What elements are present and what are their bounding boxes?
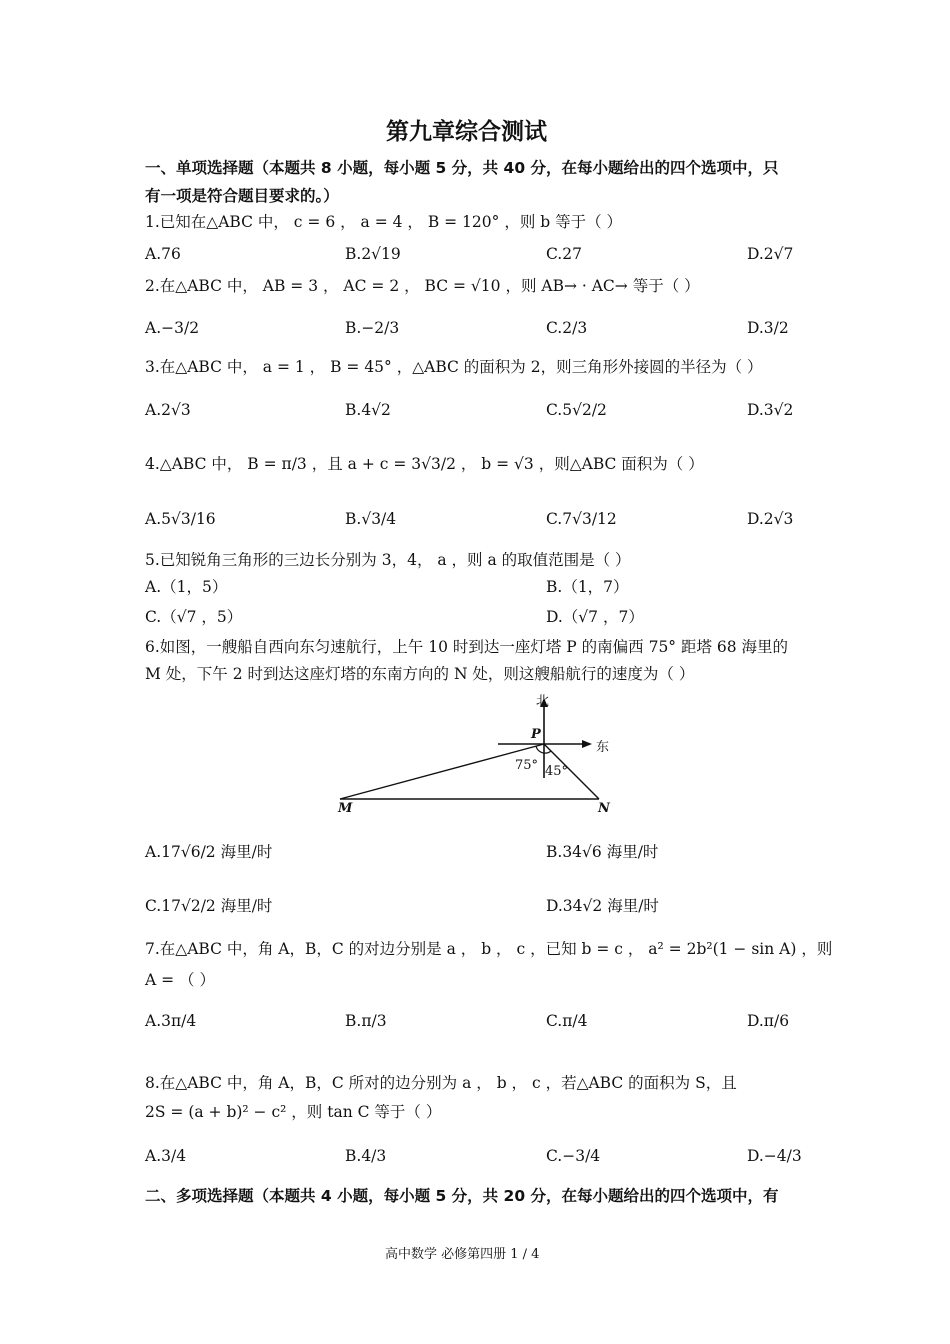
question-2-option-b: B.−2/3	[345, 319, 400, 337]
question-4-option-c: C.7√3/12	[546, 510, 617, 528]
question-7-stem-line-2: A = （ ）	[145, 971, 215, 989]
question-1-option-b: B.2√19	[345, 245, 401, 263]
question-4-option-a: A.5√3/16	[145, 510, 216, 528]
figure-label-m: M	[338, 801, 353, 816]
question-7-option-c: C.π/4	[546, 1012, 588, 1030]
question-6-option-d: D.34√2 海里/时	[546, 897, 659, 915]
question-3-option-d: D.3√2	[747, 401, 794, 419]
question-7-option-d: D.π/6	[747, 1012, 790, 1030]
question-6-option-b: B.34√6 海里/时	[546, 843, 659, 861]
question-6-option-a: A.17√6/2 海里/时	[145, 843, 273, 861]
question-2-option-d: D.3/2	[747, 319, 789, 337]
angle-arc-75	[536, 746, 544, 753]
figure-label-east: 东	[596, 740, 610, 755]
section-2-header-line-1: 二、多项选择题（本题共 4 小题，每小题 5 分，共 20 分，在每小题给出的四个选项中，有	[145, 1187, 779, 1205]
page-footer: 高中数学 必修第四册 1 / 4	[385, 1247, 540, 1262]
figure-label-angle-75: 75°	[515, 758, 539, 773]
question-1-stem: 1.已知在△ABC 中， c = 6 ， a = 4 ， B = 120° ，则 b 等于（ ）	[145, 213, 623, 231]
question-1-option-a: A.76	[145, 245, 181, 263]
question-7-option-b: B.π/3	[345, 1012, 387, 1030]
question-3-option-c: C.5√2/2	[546, 401, 607, 419]
question-6-stem-line-1: 6.如图，一艘船自西向东匀速航行，上午 10 时到达一座灯塔 P 的南偏西 75° 距塔 68 海里的	[145, 638, 789, 656]
figure-label-p: P	[531, 727, 541, 742]
question-5-option-a: A.（1，5）	[145, 578, 228, 596]
question-3-stem: 3.在△ABC 中， a = 1 ， B = 45° ，△ABC 的面积为 2，则三角形外接圆的半径为（ ）	[145, 358, 763, 376]
question-8-stem-line-2: 2S = (a + b)² − c² ，则 tan C 等于（ ）	[145, 1103, 442, 1121]
question-2-option-c: C.2/3	[546, 319, 588, 337]
question-3-option-b: B.4√2	[345, 401, 391, 419]
question-1-option-d: D.2√7	[747, 245, 794, 263]
section-1-header-line-2: 有一项是符合题目要求的。）	[145, 187, 339, 205]
question-5-option-b: B.（1，7）	[546, 578, 629, 596]
page-title: 第九章综合测试	[386, 119, 547, 145]
question-8-option-c: C.−3/4	[546, 1147, 601, 1165]
question-5-stem: 5.已知锐角三角形的三边长分别为 3，4， a ，则 a 的取值范围是（ ）	[145, 551, 631, 569]
question-5-option-c: C.（√7 ，5）	[145, 608, 243, 626]
section-1-header-line-1: 一、单项选择题（本题共 8 小题，每小题 5 分，共 40 分，在每小题给出的四个选项中，只	[145, 159, 779, 177]
question-2-option-a: A.−3/2	[145, 319, 200, 337]
question-8-option-a: A.3/4	[145, 1147, 187, 1165]
question-7-stem-line-1: 7.在△ABC 中，角 A，B，C 的对边分别是 a ， b ， c ，已知 b = c ， a² = 2b²(1 − sin A) ，则	[145, 940, 833, 958]
east-arrow	[582, 740, 592, 748]
figure-label-north: 北	[536, 694, 550, 709]
question-8-option-d: D.−4/3	[747, 1147, 802, 1165]
question-8-stem-line-1: 8.在△ABC 中，角 A，B，C 所对的边分别为 a ， b ， c ，若△ABC 的面积为 S，且	[145, 1074, 737, 1092]
angle-arc-45	[544, 751, 551, 753]
question-4-option-d: D.2√3	[747, 510, 794, 528]
figure-label-angle-45: 45°	[545, 764, 569, 779]
question-4-stem: 4.△ABC 中， B = π/3 ，且 a + c = 3√3/2 ， b = √3 ，则△ABC 面积为（ ）	[145, 455, 704, 473]
question-2-stem: 2.在△ABC 中， AB = 3 ， AC = 2 ， BC = √10 ，则 AB→ · AC→ 等于（ ）	[145, 277, 700, 295]
question-6-option-c: C.17√2/2 海里/时	[145, 897, 273, 915]
figure-label-n: N	[598, 801, 610, 816]
question-1-option-c: C.27	[546, 245, 582, 263]
question-4-option-b: B.√3/4	[345, 510, 397, 528]
question-7-option-a: A.3π/4	[145, 1012, 197, 1030]
question-5-option-d: D.（√7 ，7）	[546, 608, 644, 626]
question-6-stem-line-2: M 处，下午 2 时到达这座灯塔的东南方向的 N 处，则这艘船航行的速度为（ ）	[145, 665, 695, 683]
question-3-option-a: A.2√3	[145, 401, 191, 419]
segment-pm	[340, 744, 544, 799]
question-8-option-b: B.4/3	[345, 1147, 387, 1165]
